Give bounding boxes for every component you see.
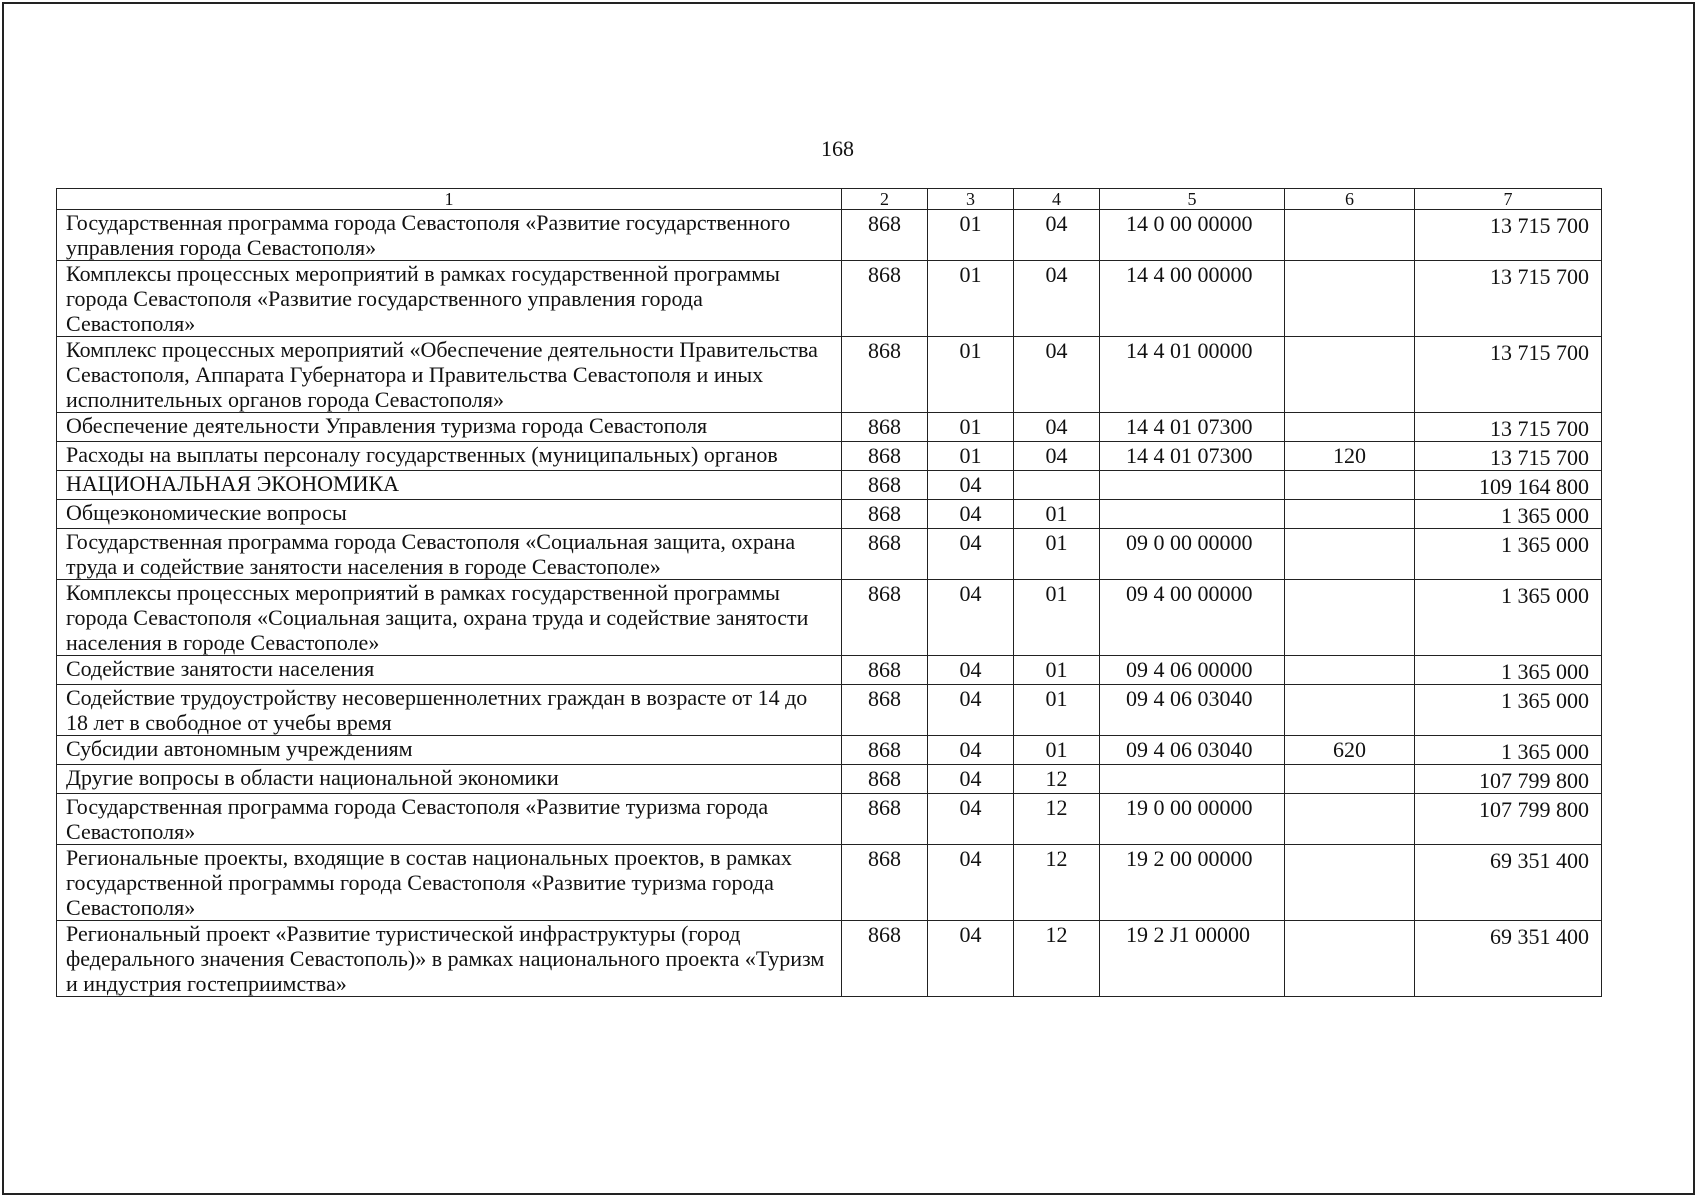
header-col-5: 5 — [1100, 189, 1285, 210]
cell-col-4: 01 — [1014, 685, 1100, 736]
cell-col-2: 868 — [842, 337, 928, 413]
cell-col-4: 12 — [1014, 794, 1100, 845]
cell-col-6 — [1285, 210, 1415, 261]
cell-col-3: 04 — [928, 685, 1014, 736]
cell-col-7: 107 799 800 — [1415, 794, 1602, 845]
cell-col-2: 868 — [842, 794, 928, 845]
cell-col-3: 01 — [928, 337, 1014, 413]
cell-col-4 — [1014, 471, 1100, 500]
header-col-1: 1 — [57, 189, 842, 210]
cell-col-5: 09 4 00 00000 — [1100, 580, 1285, 656]
cell-name: Субсидии автономным учреждениям — [57, 736, 842, 765]
table-row — [57, 580, 1602, 656]
cell-col-7: 1 365 000 — [1415, 656, 1602, 685]
cell-col-6 — [1285, 656, 1415, 685]
cell-col-5: 14 4 01 07300 — [1100, 413, 1285, 442]
cell-col-5 — [1100, 500, 1285, 529]
cell-col-6 — [1285, 765, 1415, 794]
cell-name: Другие вопросы в области национальной экономики — [57, 765, 842, 794]
cell-col-7: 1 365 000 — [1415, 685, 1602, 736]
cell-col-3: 04 — [928, 500, 1014, 529]
cell-col-4: 01 — [1014, 580, 1100, 656]
cell-col-7: 1 365 000 — [1415, 580, 1602, 656]
cell-col-6 — [1285, 685, 1415, 736]
cell-name: Государственная программа города Севастополя «Развитие туризма города Севастополя» — [57, 794, 842, 845]
header-col-7: 7 — [1415, 189, 1602, 210]
cell-col-3: 04 — [928, 794, 1014, 845]
cell-col-7: 13 715 700 — [1415, 413, 1602, 442]
header-col-2: 2 — [842, 189, 928, 210]
header-col-3: 3 — [928, 189, 1014, 210]
cell-col-2: 868 — [842, 736, 928, 765]
cell-col-3: 04 — [928, 471, 1014, 500]
cell-col-2: 868 — [842, 442, 928, 471]
cell-col-5: 09 4 06 00000 — [1100, 656, 1285, 685]
header-col-6: 6 — [1285, 189, 1415, 210]
cell-col-7: 69 351 400 — [1415, 845, 1602, 921]
cell-col-6 — [1285, 413, 1415, 442]
cell-col-6 — [1285, 337, 1415, 413]
table-row — [57, 736, 1602, 765]
cell-col-7: 13 715 700 — [1415, 261, 1602, 337]
cell-col-2: 868 — [842, 471, 928, 500]
cell-col-5: 19 0 00 00000 — [1100, 794, 1285, 845]
table-row — [57, 685, 1602, 736]
table-row — [57, 442, 1602, 471]
cell-name: Комплексы процессных мероприятий в рамках государственной программы города Севастополя «Социальная защита, охрана труда и содействие занятости населения в городе Севастополе» — [57, 580, 842, 656]
cell-name: Расходы на выплаты персоналу государственных (муниципальных) органов — [57, 442, 842, 471]
table-row — [57, 794, 1602, 845]
cell-col-4: 04 — [1014, 337, 1100, 413]
table-row — [57, 210, 1602, 261]
cell-name: Региональный проект «Развитие туристической инфраструктуры (город федерального значения Севастополь)» в рамках национального проекта «Туризм и индустрия гостеприимства» — [57, 921, 842, 997]
cell-col-3: 01 — [928, 210, 1014, 261]
table-row — [57, 921, 1602, 997]
cell-col-2: 868 — [842, 500, 928, 529]
budget-table — [56, 188, 1602, 997]
cell-col-6 — [1285, 794, 1415, 845]
cell-col-5: 14 4 01 07300 — [1100, 442, 1285, 471]
cell-col-6: 120 — [1285, 442, 1415, 471]
cell-col-5 — [1100, 471, 1285, 500]
header-row — [57, 189, 1602, 210]
table-row — [57, 413, 1602, 442]
table-row — [57, 500, 1602, 529]
cell-name: Общеэкономические вопросы — [57, 500, 842, 529]
cell-col-3: 04 — [928, 529, 1014, 580]
cell-col-4: 12 — [1014, 845, 1100, 921]
cell-col-2: 868 — [842, 765, 928, 794]
cell-col-3: 04 — [928, 845, 1014, 921]
cell-col-5: 14 0 00 00000 — [1100, 210, 1285, 261]
cell-col-6 — [1285, 921, 1415, 997]
page-number: 168 — [821, 136, 854, 161]
cell-col-5: 19 2 00 00000 — [1100, 845, 1285, 921]
table-row — [57, 261, 1602, 337]
cell-name: Содействие трудоустройству несовершеннолетних граждан в возрасте от 14 до 18 лет в свободное от учебы время — [57, 685, 842, 736]
cell-col-6 — [1285, 845, 1415, 921]
cell-col-7: 1 365 000 — [1415, 500, 1602, 529]
cell-col-3: 04 — [928, 921, 1014, 997]
table-row — [57, 845, 1602, 921]
cell-col-4: 04 — [1014, 210, 1100, 261]
cell-col-4: 04 — [1014, 261, 1100, 337]
cell-col-6: 620 — [1285, 736, 1415, 765]
cell-col-5 — [1100, 765, 1285, 794]
cell-col-2: 868 — [842, 580, 928, 656]
cell-col-3: 04 — [928, 736, 1014, 765]
cell-col-5: 19 2 J1 00000 — [1100, 921, 1285, 997]
cell-col-5: 14 4 01 00000 — [1100, 337, 1285, 413]
table-row — [57, 765, 1602, 794]
cell-col-5: 09 4 06 03040 — [1100, 736, 1285, 765]
table-row — [57, 337, 1602, 413]
cell-col-2: 868 — [842, 413, 928, 442]
cell-col-6 — [1285, 580, 1415, 656]
cell-col-3: 04 — [928, 656, 1014, 685]
cell-col-6 — [1285, 529, 1415, 580]
cell-col-7: 69 351 400 — [1415, 921, 1602, 997]
cell-name: НАЦИОНАЛЬНАЯ ЭКОНОМИКА — [57, 471, 842, 500]
cell-col-7: 109 164 800 — [1415, 471, 1602, 500]
cell-col-2: 868 — [842, 210, 928, 261]
cell-col-3: 01 — [928, 442, 1014, 471]
cell-col-4: 04 — [1014, 442, 1100, 471]
cell-col-4: 01 — [1014, 529, 1100, 580]
table-body — [57, 210, 1602, 997]
cell-col-4: 04 — [1014, 413, 1100, 442]
table-row — [57, 656, 1602, 685]
cell-col-7: 13 715 700 — [1415, 442, 1602, 471]
cell-name: Государственная программа города Севастополя «Социальная защита, охрана труда и содействие занятости населения в городе Севастополе» — [57, 529, 842, 580]
cell-name: Комплекс процессных мероприятий «Обеспечение деятельности Правительства Севастополя, Аппарата Губернатора и Правительства Севастополя и иных исполнительных органов города Севастополя» — [57, 337, 842, 413]
cell-col-7: 13 715 700 — [1415, 337, 1602, 413]
cell-col-4: 01 — [1014, 736, 1100, 765]
cell-col-4: 01 — [1014, 500, 1100, 529]
cell-col-2: 868 — [842, 529, 928, 580]
cell-name: Комплексы процессных мероприятий в рамках государственной программы города Севастополя «Развитие государственного управления города Севастополя» — [57, 261, 842, 337]
cell-col-3: 04 — [928, 765, 1014, 794]
cell-col-7: 1 365 000 — [1415, 529, 1602, 580]
cell-name: Содействие занятости населения — [57, 656, 842, 685]
cell-col-5: 09 4 06 03040 — [1100, 685, 1285, 736]
cell-col-6 — [1285, 471, 1415, 500]
cell-col-3: 01 — [928, 413, 1014, 442]
table-row — [57, 529, 1602, 580]
cell-col-4: 12 — [1014, 765, 1100, 794]
cell-name: Региональные проекты, входящие в состав национальных проектов, в рамках государственной программы города Севастополя «Развитие туризма города Севастополя» — [57, 845, 842, 921]
cell-col-4: 12 — [1014, 921, 1100, 997]
header-col-4: 4 — [1014, 189, 1100, 210]
cell-col-2: 868 — [842, 656, 928, 685]
cell-col-7: 107 799 800 — [1415, 765, 1602, 794]
cell-col-4: 01 — [1014, 656, 1100, 685]
cell-col-3: 04 — [928, 580, 1014, 656]
cell-col-2: 868 — [842, 261, 928, 337]
cell-col-2: 868 — [842, 685, 928, 736]
cell-col-7: 1 365 000 — [1415, 736, 1602, 765]
cell-col-2: 868 — [842, 845, 928, 921]
cell-col-6 — [1285, 500, 1415, 529]
cell-col-6 — [1285, 261, 1415, 337]
cell-col-3: 01 — [928, 261, 1014, 337]
cell-name: Обеспечение деятельности Управления туризма города Севастополя — [57, 413, 842, 442]
cell-col-2: 868 — [842, 921, 928, 997]
table-row — [57, 471, 1602, 500]
cell-col-7: 13 715 700 — [1415, 210, 1602, 261]
cell-name: Государственная программа города Севастополя «Развитие государственного управления города Севастополя» — [57, 210, 842, 261]
cell-col-5: 09 0 00 00000 — [1100, 529, 1285, 580]
cell-col-5: 14 4 00 00000 — [1100, 261, 1285, 337]
